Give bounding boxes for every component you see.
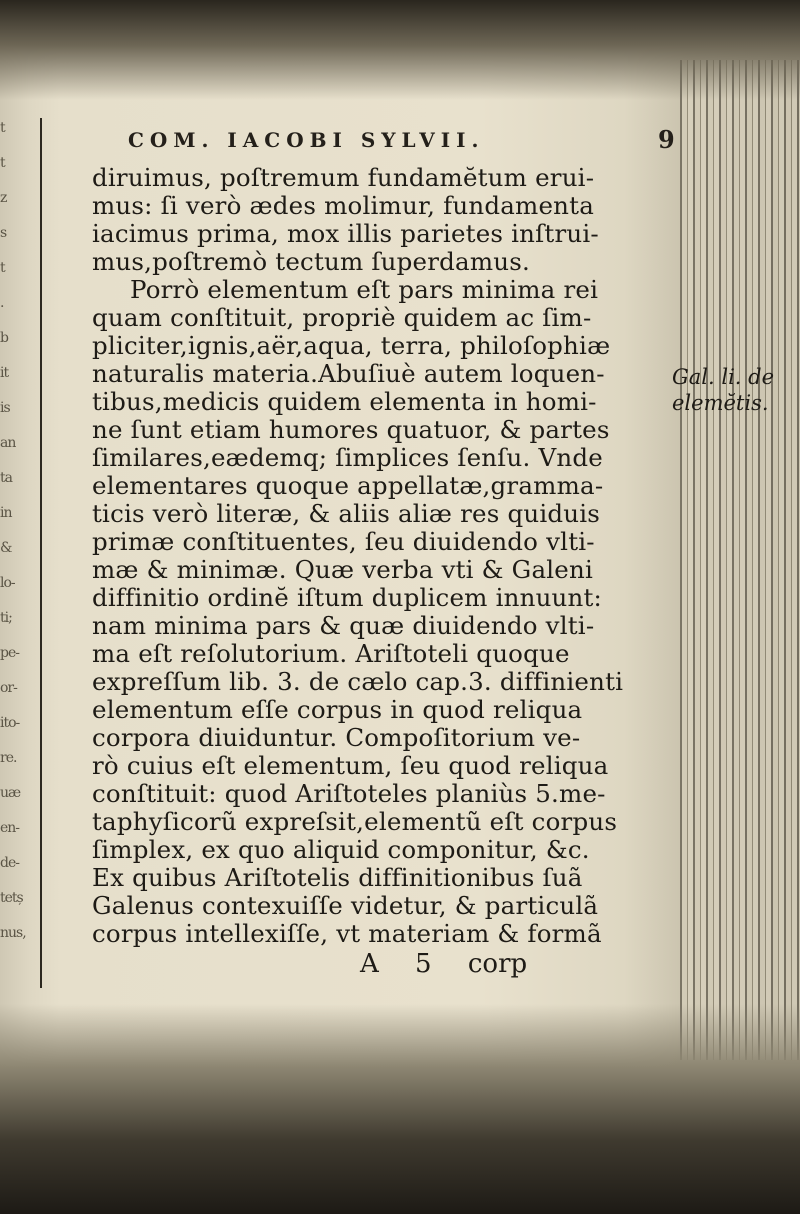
left-page-fragment: lo- (0, 575, 15, 591)
text-line: corpus intellexiſſe, vt materiam & formã (92, 919, 602, 948)
text-line: mus,poſtremò tectum ſuperdamus. (92, 247, 531, 276)
left-page-fragment: re. (0, 750, 17, 766)
left-page-fragment: . (0, 295, 4, 311)
text-line: mus: ſi verò ædes molimur, fundamenta (92, 191, 595, 220)
left-page-fragment: en- (0, 820, 20, 836)
left-page-fragment: & (0, 540, 12, 556)
bottom-shadow (0, 1004, 800, 1214)
left-page-fragment: de- (0, 855, 19, 871)
text-line: nam minima pars & quæ diuidendo vlti- (92, 611, 595, 640)
text-line: Ex quibus Ariſtotelis diffinitionibus ſuã (92, 863, 583, 892)
text-line: taphyſicorũ expreſsit,elementũ eſt corpus (92, 807, 618, 836)
left-page-fragment: ta (0, 470, 12, 486)
text-line: corpora diuiduntur. Compoſitorium ve- (92, 723, 581, 752)
left-page-fragment: z (0, 190, 7, 206)
left-page-fragment: t (0, 120, 5, 136)
text-line: diffinitio ordinĕ iſtum duplicem innuunt: (92, 583, 603, 612)
left-page-fragment: is (0, 400, 10, 416)
text-line: iacimus prima, mox illis parietes inſtrui- (92, 219, 599, 248)
text-line: expreſſum lib. 3. de cælo cap.3. diffinienti (92, 667, 624, 696)
left-page-fragment: pe- (0, 645, 19, 661)
page-edges (680, 60, 800, 1060)
left-page-fragment: in (0, 505, 12, 521)
left-page-fragment: s (0, 225, 7, 241)
text-line: ma eſt reſolutorium. Ariſtoteli quoque (92, 639, 570, 668)
text-line: ſimilares,eædemq; ſimplices ſenſu. Vnde (92, 443, 603, 472)
left-page-fragment: ito- (0, 715, 20, 731)
text-line: diruimus, poſtremum fundamĕtum erui- (92, 163, 595, 192)
text-line: conſtituit: quod Ariſtoteles planiùs 5.me- (92, 779, 606, 808)
left-page-fragment: t (0, 260, 5, 276)
left-page-fragment: uæ (0, 785, 21, 801)
text-line: ſimplex, ex quo aliquid componitur, &c. (92, 835, 590, 864)
margin-note-line: Gal. li. de (672, 365, 775, 389)
text-line: elementares quoque appellatæ,gramma- (92, 471, 604, 500)
text-line: ne ſunt etiam humores quatuor, & partes (92, 415, 610, 444)
left-page-fragment: nus, (0, 925, 26, 941)
page-number: 9 (658, 125, 675, 154)
text-line: naturalis materia.Abuſiuè autem loquen- (92, 359, 605, 388)
catchword: A 5 corp (360, 949, 528, 979)
text-line: tibus,medicis quidem elementa in homi- (92, 387, 597, 416)
text-line: ticis verò literæ, & aliis aliæ res quiduis (92, 499, 601, 528)
text-line: primæ conſtituentes, ſeu diuidendo vlti- (92, 527, 595, 556)
gutter-rule (40, 118, 42, 988)
text-line: elementum eſſe corpus in quod reliqua (92, 695, 583, 724)
top-shadow (0, 0, 800, 100)
left-page-fragment: t (0, 155, 5, 171)
text-line: pliciter,ignis,aër,aqua, terra, philoſophiæ (92, 331, 611, 360)
left-page-fragment: it (0, 365, 9, 381)
running-head: COM. IACOBI SYLVII. (128, 128, 485, 152)
text-line: Porrò elementum eſt pars minima rei (130, 275, 599, 304)
left-page-fragment: or- (0, 680, 17, 696)
margin-note-line: elemĕtis. (672, 391, 769, 415)
text-line: mæ & minimæ. Quæ verba vti & Galeni (92, 555, 594, 584)
left-page-fragment: b (0, 330, 8, 346)
left-page-fragments (0, 120, 36, 980)
text-line: Galenus contexuiſſe videtur, & particulã (92, 891, 599, 920)
left-page-fragment: ti; (0, 610, 12, 626)
text-line: quam conſtituit, propriè quidem ac ſim- (92, 303, 592, 332)
left-page-fragment: an (0, 435, 16, 451)
text-line: rò cuius eſt elementum, ſeu quod reliqua (92, 751, 609, 780)
left-page-fragment: tetș (0, 890, 23, 906)
